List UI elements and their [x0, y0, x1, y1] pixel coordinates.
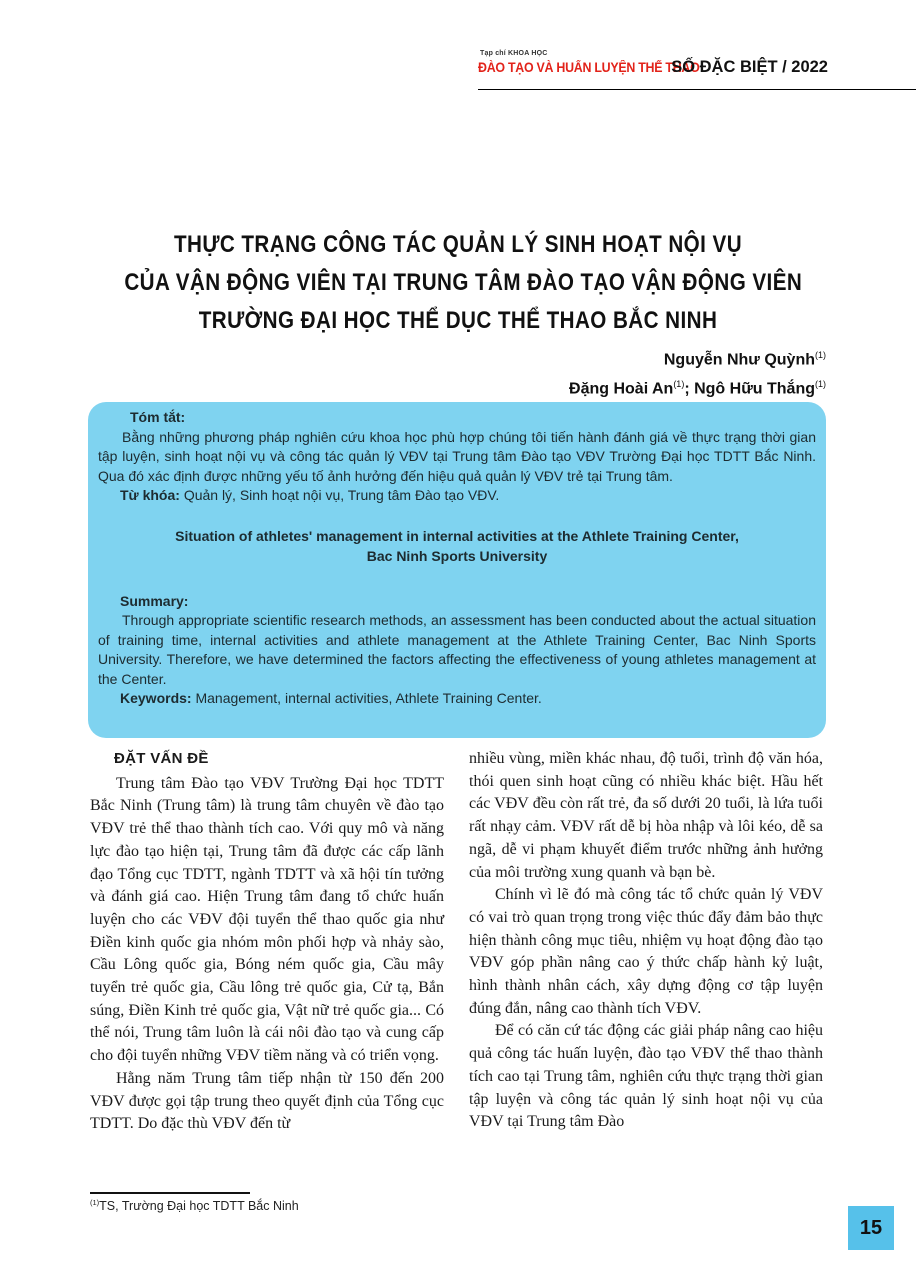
author-name: Nguyễn Như Quỳnh — [663, 351, 815, 369]
abstract-box — [88, 402, 826, 738]
body-paragraph: nhiều vùng, miền khác nhau, độ tuổi, trình độ văn hóa, thói quen sinh hoạt cũng có nhiều khác biệt. Hầu hết các VĐV đều còn rất trẻ, đa số dưới 20 tuổi, là lứa tuổi rất nhạy cảm. VĐV rất dễ bị hòa nhập và lôi kéo, dễ sa ngã, dễ vi phạm khuyết điểm trước những ảnh hưởng của môi trường xung quanh và bạn bè. — [469, 750, 823, 881]
keywords-vi-text: Quản lý, Sinh hoạt nội vụ, Trung tâm Đào tạo VĐV. — [183, 487, 500, 503]
body-paragraph: Để có căn cứ tác động các giải pháp nâng cao hiệu quả công tác huấn luyện, đào tạo VĐV thể thao thành tích cao tại Trung tâm, nghiên cứu thực trạng thời gian tập luyện và công tác quản lý sinh hoạt nội vụ của VĐV tại Trung tâm Đào — [469, 1022, 823, 1131]
body-paragraph: Trung tâm Đào tạo VĐV Trường Đại học TDTT Bắc Ninh (Trung tâm) là trung tâm chuyên về đào tạo VĐV trẻ thể thao thành tích cao. Với quy mô và năng lực đào tạo hiện tại, Trung tâm đã được các cấp lãnh đạo Tổng cục TDTT, ngành TDTT và xã hội tín tưởng và đánh giá cao. Hiện Trung tâm đang tổ chức huấn luyện cho các VĐV đội tuyển thể thao quốc gia như Điền kinh quốc gia nhóm môn phối hợp và nhảy sào, Cầu Lông quốc gia, Bóng ném quốc gia, Cầu mây tuyển trẻ quốc gia, Cầu lông trẻ quốc gia, Cử tạ, Bắn súng, Điền Kinh trẻ quốc gia, Vật nữ trẻ quốc gia... Có thể nói, Trung tâm luôn là cái nôi đào tạo và cung cấp cho đội tuyển những VĐV tiềm năng và có triển vọng. — [90, 774, 444, 1065]
author-separator: ; — [684, 380, 690, 398]
affiliation-mark: (1) — [673, 379, 685, 390]
title-line: CỦA VẬN ĐỘNG VIÊN TẠI TRUNG TÂM ĐÀO TẠO VẬN ĐỘNG VIÊN — [124, 269, 803, 296]
paper-title — [124, 226, 803, 340]
author-line — [569, 372, 826, 401]
abstract-vi-label: Tóm tắt: — [130, 409, 186, 425]
title-line: TRƯỜNG ĐẠI HỌC THỂ DỤC THỂ THAO BẮC NINH — [198, 307, 718, 334]
body-paragraph: Hằng năm Trung tâm tiếp nhận từ 150 đến 200 VĐV được gọi tập trung theo quyết định của Tổng cục TDTT. Do đặc thù VĐV đến từ — [90, 1069, 444, 1133]
affiliation-mark: (1) — [815, 379, 826, 390]
summary-text: Through appropriate scientific research methods, an assessment has been conducted about the actual situation of training time, internal activities and athlete management at the Athlete Training Center, Bac Ninh Sports University. Therefore, we have determined the factors affecting the effectiveness of young athletes management at the Center. — [98, 612, 816, 687]
journal-small-label: Tạp chí KHOA HỌC — [480, 50, 548, 57]
footnote-text: TS, Trường Đại học TDTT Bắc Ninh — [99, 1199, 299, 1214]
keywords-en-text: Management, internal activities, Athlete Training Center. — [195, 690, 542, 706]
author-name: Ngô Hữu Thắng — [694, 380, 815, 398]
abstract-vi-text: Bằng những phương pháp nghiên cứu khoa học phù hợp chúng tôi tiến hành đánh giá về thực trạng thời gian tập luyện, sinh hoạt nội vụ và công tác quản lý VĐV tại Trung tâm Đào tạo VĐV Trường Đại học TDTT Bắc Ninh. Qua đó xác định được những yếu tố ảnh hưởng đến hiệu quả quản lý VĐV trẻ tại Trung tâm. — [98, 428, 816, 484]
english-title-line: Bac Ninh Sports University — [366, 547, 548, 564]
issue-label: SỐ ĐẶC BIỆT / 2022 — [671, 58, 828, 76]
body-paragraph: Chính vì lẽ đó mà công tác tổ chức quản lý VĐV có vai trò quan trọng trong việc thúc đẩy đảm bảo thực hiện thành công mục tiêu, nhiệm vụ hoạt động đào tạo VĐV góp phần nâng cao ý thức chấp hành kỷ luật, hình thành nhân cách, xây dựng động cơ tập luyện đúng đắn, nâng cao thành tích VĐV. — [469, 886, 823, 1017]
keywords-en — [98, 689, 816, 709]
author-name: Đặng Hoài An — [569, 380, 674, 398]
title-line: THỰC TRẠNG CÔNG TÁC QUẢN LÝ SINH HOẠT NỘI VỤ — [173, 231, 743, 258]
summary-label: Summary: — [120, 592, 189, 609]
footnote-mark: (1) — [90, 1198, 100, 1207]
page-number: 15 — [848, 1206, 894, 1250]
section-heading: ĐẶT VẤN ĐỀ — [114, 750, 209, 767]
body-column-left — [90, 748, 444, 1136]
running-header — [478, 44, 828, 90]
footnote — [90, 1198, 299, 1213]
journal-name: ĐÀO TẠO VÀ HUẤN LUYỆN THỂ THAO — [478, 60, 700, 75]
english-title-line: Situation of athletes' management in internal activities at the Athlete Training Center, — [175, 527, 739, 544]
keywords-vi-label: Từ khóa: — [120, 487, 180, 503]
author-line — [569, 343, 826, 372]
affiliation-mark: (1) — [815, 350, 826, 360]
keywords-en-label: Keywords: — [120, 690, 192, 706]
author-list — [569, 343, 826, 402]
keywords-vi — [98, 486, 816, 506]
footnote-rule — [90, 1192, 250, 1194]
body-column-right — [469, 748, 823, 1134]
header-rule — [478, 89, 916, 90]
